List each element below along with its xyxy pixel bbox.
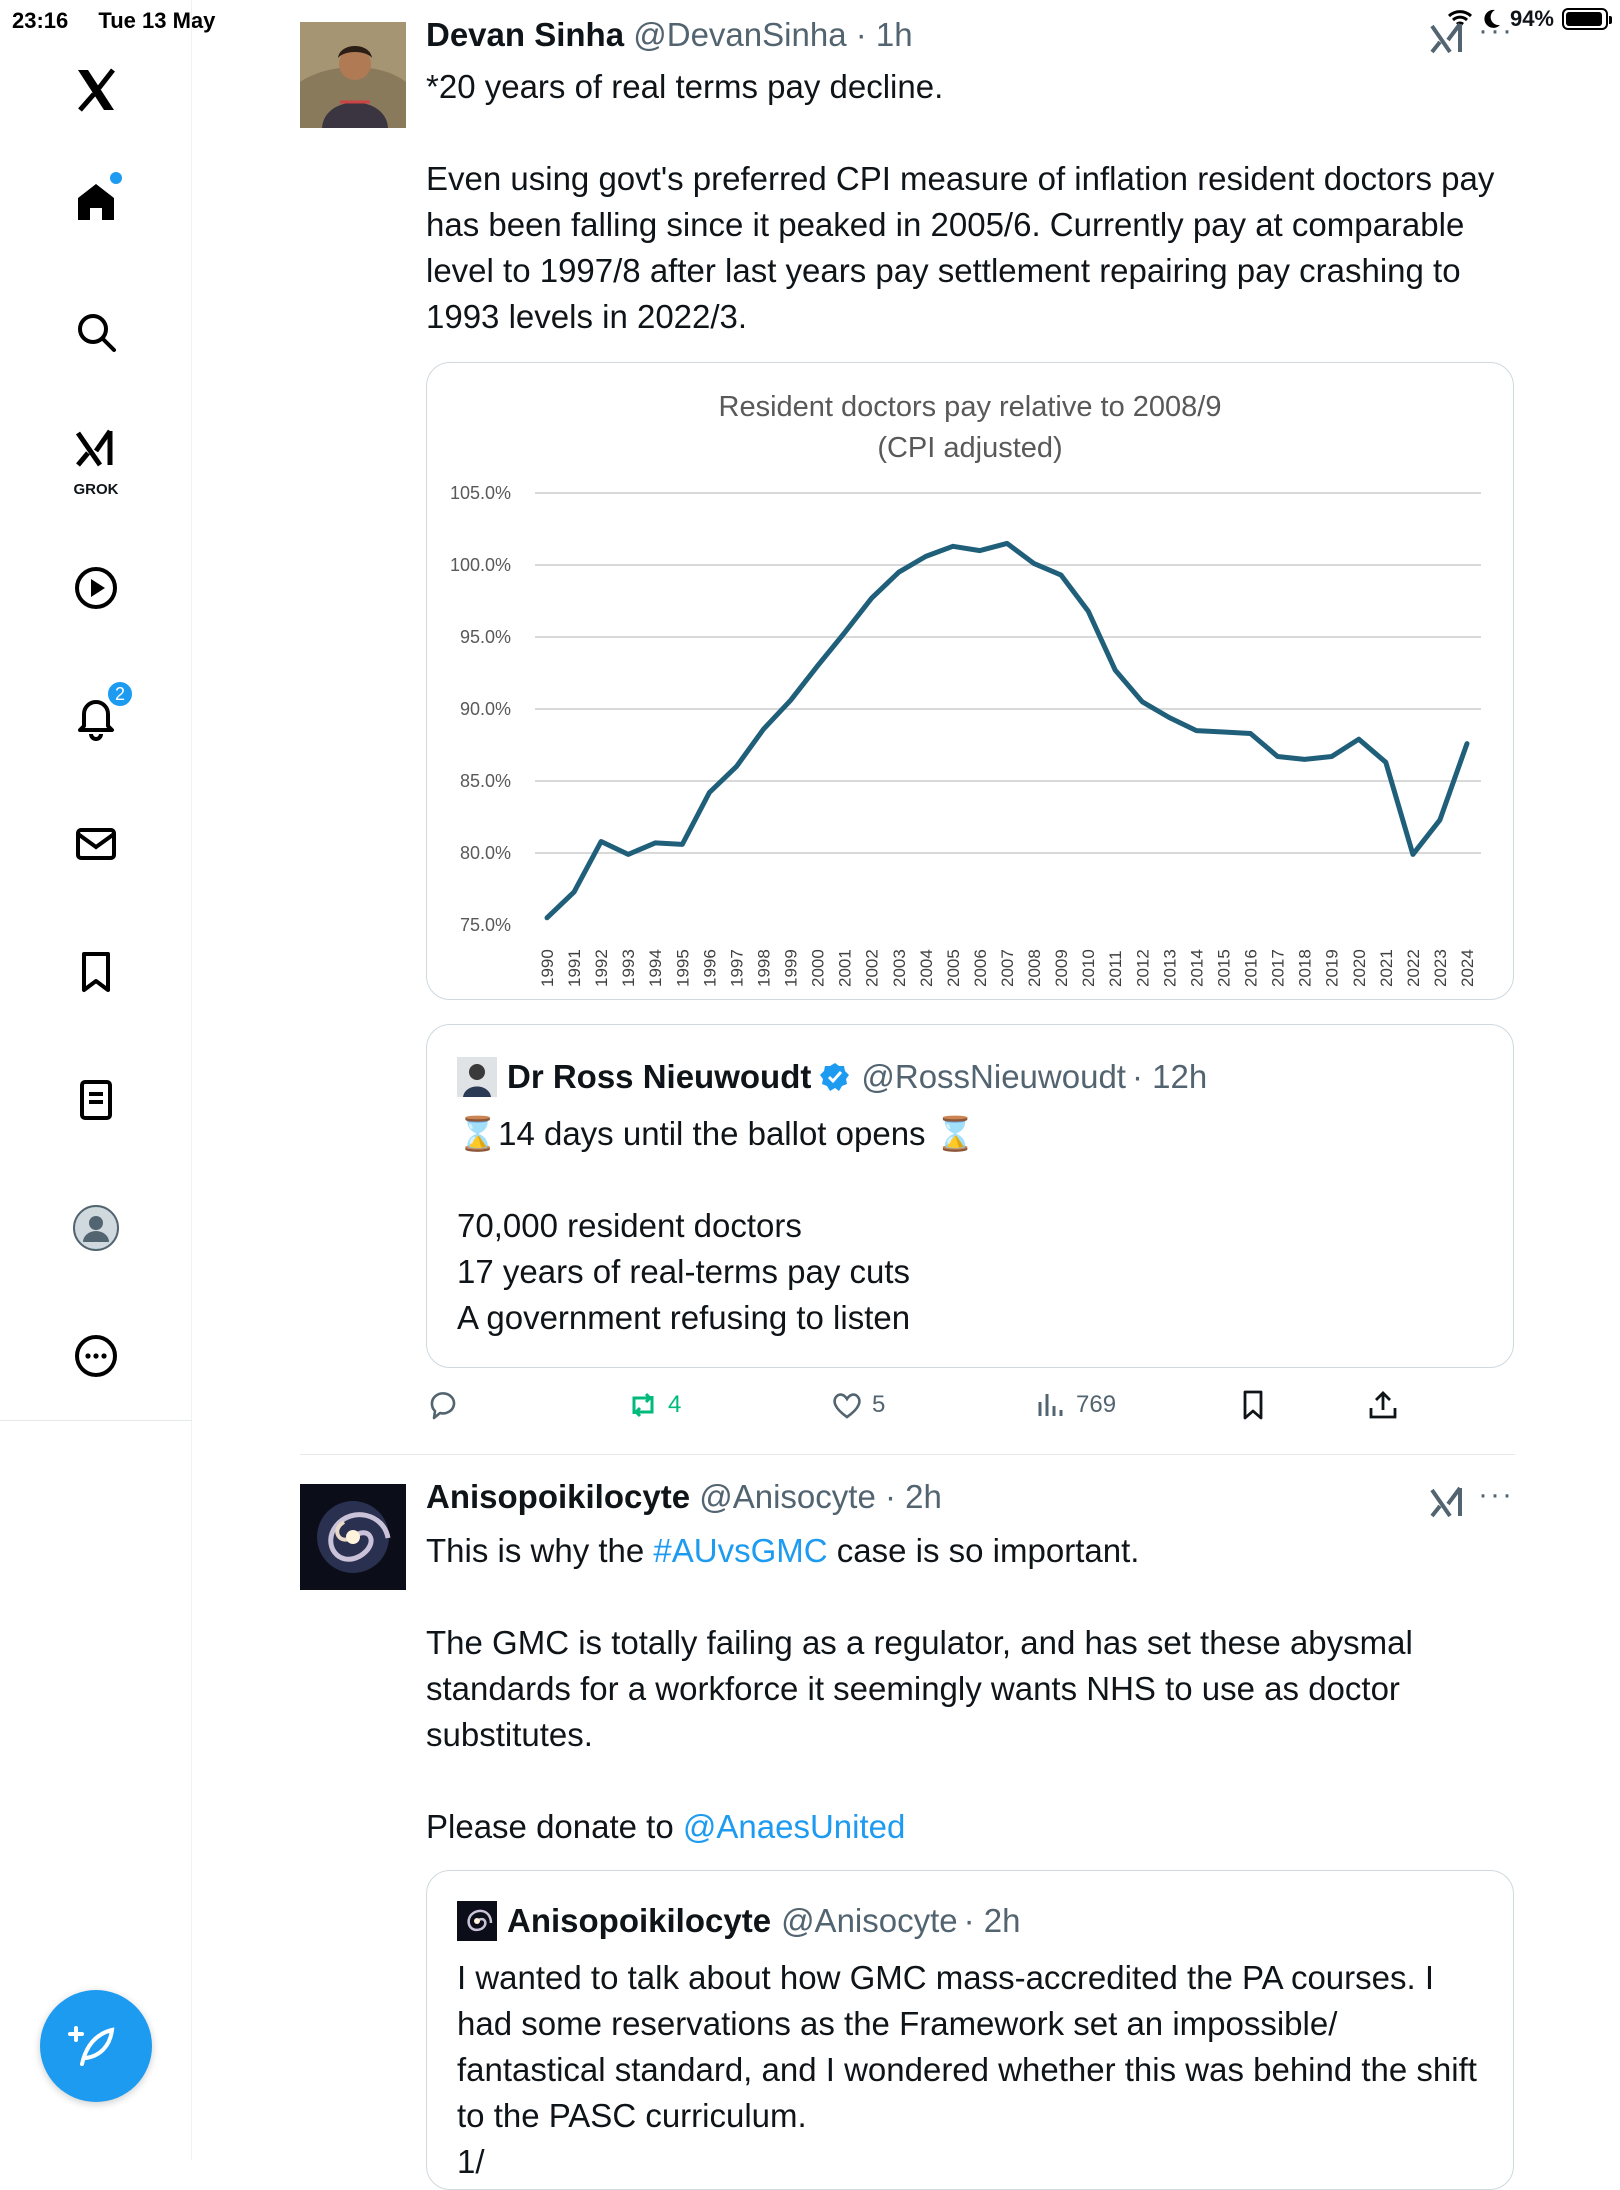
y-tick-label: 85.0% bbox=[459, 771, 511, 791]
avatar[interactable] bbox=[300, 1484, 406, 1590]
quoted-line: 1/ bbox=[457, 2143, 485, 2180]
post-paragraph: The GMC is totally failing as a regulator, and has set these abysmal standards for a workforce it seemingly wants NHS to use as doctor substitutes. bbox=[426, 1624, 1413, 1753]
x-tick-label: 2000 bbox=[808, 949, 828, 987]
grok-label: GROK bbox=[73, 481, 119, 498]
more-options-icon[interactable]: ··· bbox=[1478, 14, 1514, 47]
x-tick-label: 2021 bbox=[1376, 949, 1396, 987]
chart-image[interactable] bbox=[426, 362, 1514, 1000]
grok-icon[interactable] bbox=[1428, 1482, 1468, 1522]
lists-icon[interactable] bbox=[56, 1060, 136, 1140]
x-tick-label: 2002 bbox=[862, 949, 882, 987]
search-icon[interactable] bbox=[56, 292, 136, 372]
x-tick-label: 1998 bbox=[754, 949, 774, 987]
video-icon[interactable] bbox=[56, 548, 136, 628]
post-time[interactable]: · 2h bbox=[884, 1478, 942, 1515]
view-count: 769 bbox=[1076, 1391, 1117, 1418]
author-handle[interactable]: @Anisocyte bbox=[699, 1478, 876, 1515]
y-tick-label: 75.0% bbox=[459, 915, 511, 935]
x-tick-label: 1999 bbox=[781, 949, 801, 987]
quoted-post-text bbox=[457, 1955, 1487, 2185]
post-actions bbox=[426, 1388, 1514, 1428]
y-tick-label: 80.0% bbox=[459, 843, 511, 863]
y-tick-label: 90.0% bbox=[459, 699, 511, 719]
grok-icon[interactable] bbox=[1428, 18, 1468, 58]
battery-percent: 94% bbox=[1509, 6, 1554, 31]
y-tick-label: 100.0% bbox=[449, 555, 511, 575]
hashtag-link[interactable]: #AUvsGMC bbox=[653, 1532, 828, 1569]
home-icon[interactable] bbox=[56, 162, 136, 242]
retweet-count: 4 bbox=[668, 1391, 682, 1418]
quoted-author-name[interactable]: Anisopoikilocyte bbox=[507, 1902, 772, 1939]
y-tick-label: 105.0% bbox=[449, 483, 511, 503]
sidebar bbox=[0, 0, 192, 2160]
verified-badge-icon bbox=[819, 1061, 851, 1093]
quoted-line: I wanted to talk about how GMC mass-accredited the PA courses. I had some reservations as the Framework set an impossible/ fantastical standard, and I wondered whether this was behind the shift to the PASC curriculum. bbox=[457, 1959, 1477, 2134]
status-bar-right bbox=[1446, 6, 1608, 32]
quoted-post-header bbox=[457, 1901, 1021, 1941]
author-name[interactable]: Anisopoikilocyte bbox=[426, 1478, 691, 1515]
x-tick-label: 2008 bbox=[1025, 949, 1045, 987]
x-tick-label: 2010 bbox=[1079, 949, 1099, 987]
mention-link[interactable]: @AnaesUnited bbox=[682, 1808, 906, 1845]
chart-title: Resident doctors pay relative to 2008/9 bbox=[718, 391, 1222, 423]
grok-nav-item[interactable] bbox=[56, 418, 136, 498]
x-tick-label: 1995 bbox=[673, 949, 693, 987]
x-tick-label: 2006 bbox=[970, 949, 990, 987]
compose-post-button[interactable] bbox=[40, 1990, 152, 2102]
avatar[interactable] bbox=[300, 22, 406, 128]
quoted-post-time[interactable]: · 12h bbox=[1131, 1058, 1208, 1095]
x-tick-label: 2022 bbox=[1403, 949, 1423, 987]
post-text bbox=[426, 1528, 1526, 1850]
x-tick-label: 1997 bbox=[727, 949, 747, 987]
post-header bbox=[426, 16, 913, 54]
messages-icon[interactable] bbox=[56, 804, 136, 884]
profile-avatar-icon[interactable] bbox=[56, 1188, 136, 1268]
quoted-post-text bbox=[457, 1111, 1487, 1341]
notifications-badge: 2 bbox=[106, 680, 134, 708]
bookmark-icon bbox=[1236, 1388, 1270, 1422]
series-line bbox=[547, 543, 1467, 917]
quoted-line: A government refusing to listen bbox=[457, 1299, 911, 1336]
x-tick-label: 2013 bbox=[1160, 949, 1180, 987]
x-tick-label: 2017 bbox=[1268, 949, 1288, 987]
quoted-post[interactable] bbox=[426, 1024, 1514, 1368]
x-tick-label: 1991 bbox=[565, 949, 585, 987]
x-tick-label: 2011 bbox=[1106, 950, 1126, 987]
x-tick-label: 1996 bbox=[700, 949, 720, 987]
x-tick-label: 2016 bbox=[1241, 949, 1261, 987]
text-segment: This is why the bbox=[426, 1532, 654, 1569]
post-paragraph bbox=[426, 1528, 1526, 1574]
share-button[interactable] bbox=[1366, 1388, 1400, 1422]
quoted-line: ⌛14 days until the ballot opens ⌛ bbox=[457, 1115, 976, 1152]
status-time: 23:16 bbox=[12, 8, 69, 33]
quoted-post[interactable] bbox=[426, 1870, 1514, 2190]
compose-feather-icon bbox=[68, 2018, 124, 2074]
x-logo-icon[interactable] bbox=[56, 50, 136, 130]
y-tick-label: 95.0% bbox=[459, 627, 511, 647]
x-tick-label: 2015 bbox=[1214, 949, 1234, 987]
more-options-icon[interactable]: ··· bbox=[1478, 1478, 1514, 1511]
x-tick-label: 2018 bbox=[1295, 949, 1315, 987]
post-paragraph: *20 years of real terms pay decline. bbox=[426, 68, 944, 105]
quoted-avatar[interactable] bbox=[457, 1057, 497, 1097]
x-tick-label: 2012 bbox=[1133, 949, 1153, 987]
x-tick-label: 2007 bbox=[998, 949, 1017, 987]
bookmarks-icon[interactable] bbox=[56, 932, 136, 1012]
post-header bbox=[426, 1478, 942, 1516]
x-tick-label: 2014 bbox=[1187, 949, 1207, 987]
x-tick-label: 1994 bbox=[646, 949, 666, 987]
x-tick-label: 2003 bbox=[889, 949, 909, 987]
bookmark-button[interactable] bbox=[1236, 1388, 1270, 1422]
retweet-button[interactable] bbox=[626, 1388, 681, 1422]
author-handle[interactable]: @DevanSinha bbox=[633, 16, 847, 53]
reply-button[interactable] bbox=[426, 1388, 460, 1422]
x-tick-label: 1992 bbox=[592, 949, 612, 987]
quoted-line: 70,000 resident doctors bbox=[457, 1207, 802, 1244]
x-tick-label: 2019 bbox=[1322, 949, 1342, 987]
text-segment: Please donate to bbox=[426, 1808, 683, 1845]
views-button[interactable] bbox=[1034, 1388, 1116, 1422]
post-paragraph: Even using govt's preferred CPI measure of inflation resident doctors pay has been falling since it peaked in 2005/6. Currently pay at comparable level to 1997/8 after last years pay settlement repairing pay crashing to 1993 levels in 2022/3. bbox=[426, 160, 1495, 335]
post-divider bbox=[300, 1454, 1515, 1455]
share-icon bbox=[1366, 1388, 1400, 1422]
post-paragraph bbox=[426, 1804, 1526, 1850]
post-time[interactable]: · 1h bbox=[855, 16, 913, 53]
chart-subtitle: (CPI adjusted) bbox=[877, 432, 1063, 464]
x-tick-label: 2001 bbox=[835, 949, 855, 987]
x-tick-label: 2024 bbox=[1458, 949, 1477, 987]
x-tick-label: 1990 bbox=[538, 949, 557, 987]
sidebar-divider bbox=[0, 1420, 192, 1421]
home-unread-dot bbox=[110, 172, 122, 184]
reply-icon bbox=[426, 1388, 460, 1422]
like-count: 5 bbox=[872, 1391, 886, 1418]
x-tick-label: 2004 bbox=[916, 949, 936, 987]
x-tick-label: 2023 bbox=[1430, 949, 1450, 987]
status-date: Tue 13 May bbox=[98, 8, 216, 33]
quoted-author-handle[interactable]: @Anisocyte bbox=[781, 1902, 958, 1939]
line-chart bbox=[427, 363, 1515, 1001]
quoted-post-header bbox=[457, 1057, 1207, 1097]
author-name[interactable]: Devan Sinha bbox=[426, 16, 625, 53]
views-chart-icon bbox=[1034, 1388, 1068, 1422]
x-tick-label: 2020 bbox=[1349, 949, 1369, 987]
text-segment: case is so important. bbox=[827, 1532, 1140, 1569]
quoted-line: 17 years of real-terms pay cuts bbox=[457, 1253, 911, 1290]
quoted-author-handle[interactable]: @RossNieuwoudt bbox=[861, 1058, 1126, 1095]
quoted-author-name[interactable]: Dr Ross Nieuwoudt bbox=[507, 1058, 812, 1095]
quoted-post-time[interactable]: · 2h bbox=[963, 1902, 1021, 1939]
grok-icon bbox=[72, 425, 120, 473]
notifications-icon[interactable] bbox=[56, 676, 136, 756]
like-button[interactable] bbox=[830, 1388, 885, 1422]
quoted-avatar[interactable] bbox=[457, 1901, 497, 1941]
more-options-icon[interactable] bbox=[56, 1316, 136, 1396]
x-tick-label: 2009 bbox=[1052, 949, 1072, 987]
x-tick-label: 2005 bbox=[943, 949, 963, 987]
heart-icon bbox=[830, 1388, 864, 1422]
post-text bbox=[426, 64, 1526, 340]
retweet-icon bbox=[626, 1388, 660, 1422]
battery-icon bbox=[1562, 8, 1608, 30]
x-tick-label: 1993 bbox=[619, 949, 639, 987]
